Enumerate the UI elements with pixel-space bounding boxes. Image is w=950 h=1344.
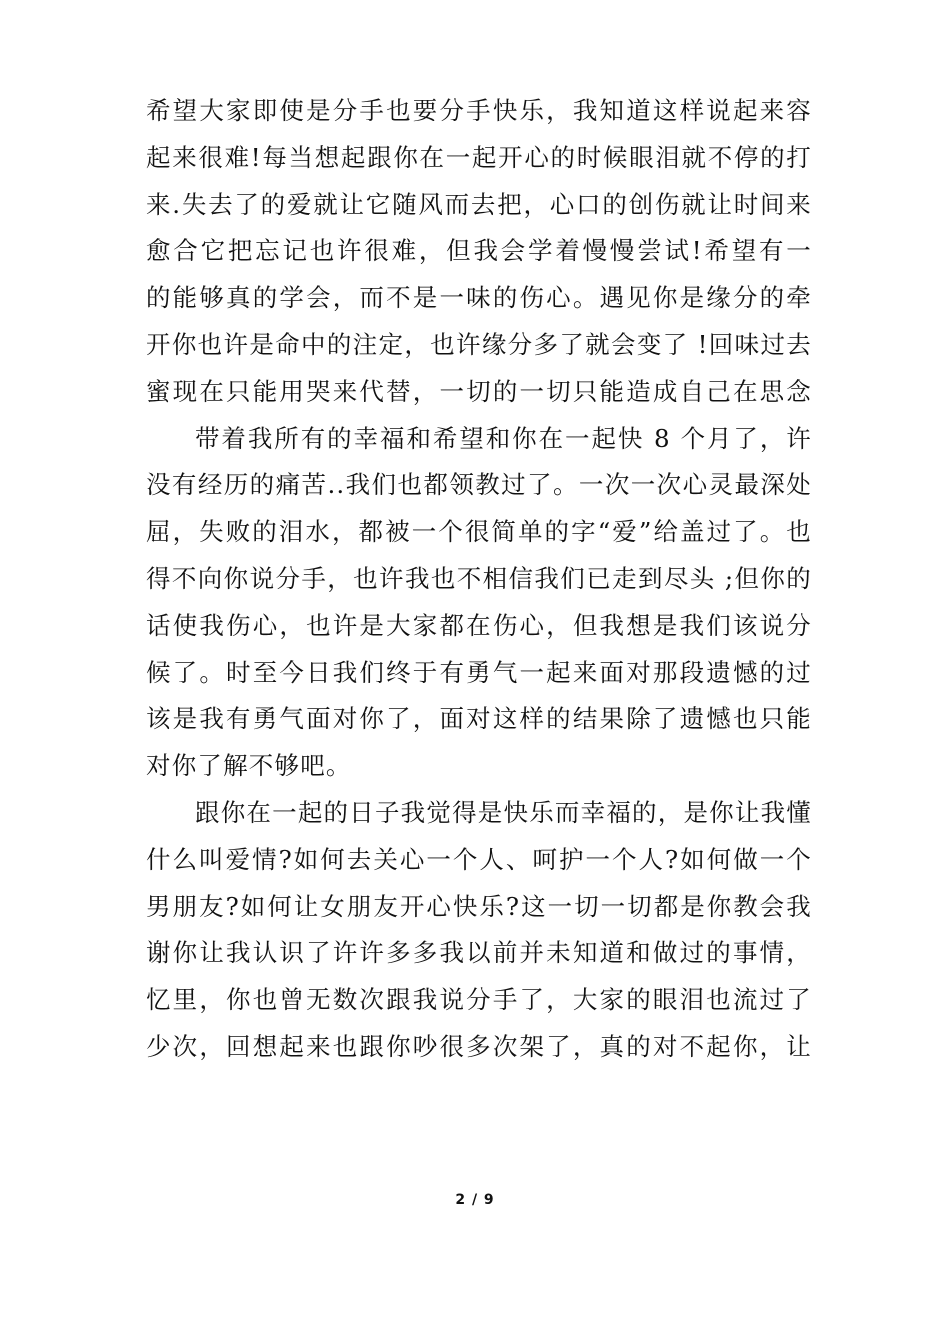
text-line: 屈，失败的泪水，都被一个很简单的字“爱”给盖过了。也 [146,517,812,547]
text-line: 没有经历的痛苦..我们也都领教过了。一次一次心灵最深处 [146,470,812,500]
text-line: 少次，回想起来也跟你吵很多次架了，真的对不起你，让 [146,1031,812,1061]
text-line: 什么叫爱情?如何去关心一个人、呵护一个人?如何做一个 [146,844,812,874]
paragraph-last-line: 对你了解不够吧。 [146,751,352,781]
text-line: 希望大家即使是分手也要分手快乐，我知道这样说起来容 [146,96,812,125]
text-line: 话使我伤心，也许是大家都在伤心，但我想是我们该说分 [146,610,812,640]
text-line: 忆里，你也曾无数次跟我说分手了，大家的眼泪也流过了 [146,985,812,1015]
text-line: 愈合它把忘记也许很难，但我会学着慢慢尝试!希望有一 [146,236,812,266]
text-line: 该是我有勇气面对你了，面对这样的结果除了遗憾也只能 [146,704,812,734]
body-text [146,88,812,1071]
text-line: 蜜现在只能用哭来代替，一切的一切只能造成自己在思念 [146,376,812,406]
text-line: 来.失去了的爱就让它随风而去把，心口的创伤就让时间来 [146,189,812,219]
paragraph-first-line: 带着我所有的幸福和希望和你在一起快 8 个月了，许 [195,423,812,453]
text-line: 开你也许是命中的注定，也许缘分多了就会变了 !回味过去 [146,329,812,359]
text-line: 男朋友?如何让女朋友开心快乐?这一切一切都是你教会我 [146,891,812,921]
page-number: 2 / 9 [455,1192,495,1208]
text-line: 起来很难!每当想起跟你在一起开心的时候眼泪就不停的打 [146,142,812,172]
text-line: 谢你让我认识了许许多多我以前并未知道和做过的事情， [146,938,812,968]
text-line: 候了。时至今日我们终于有勇气一起来面对那段遗憾的过 [146,657,812,687]
text-line: 的能够真的学会，而不是一味的伤心。遇见你是缘分的牵 [146,283,812,313]
text-line: 得不向你说分手，也许我也不相信我们已走到尽头 ;但你的 [146,563,812,593]
paragraph-first-line: 跟你在一起的日子我觉得是快乐而幸福的，是你让我懂 [195,797,812,827]
